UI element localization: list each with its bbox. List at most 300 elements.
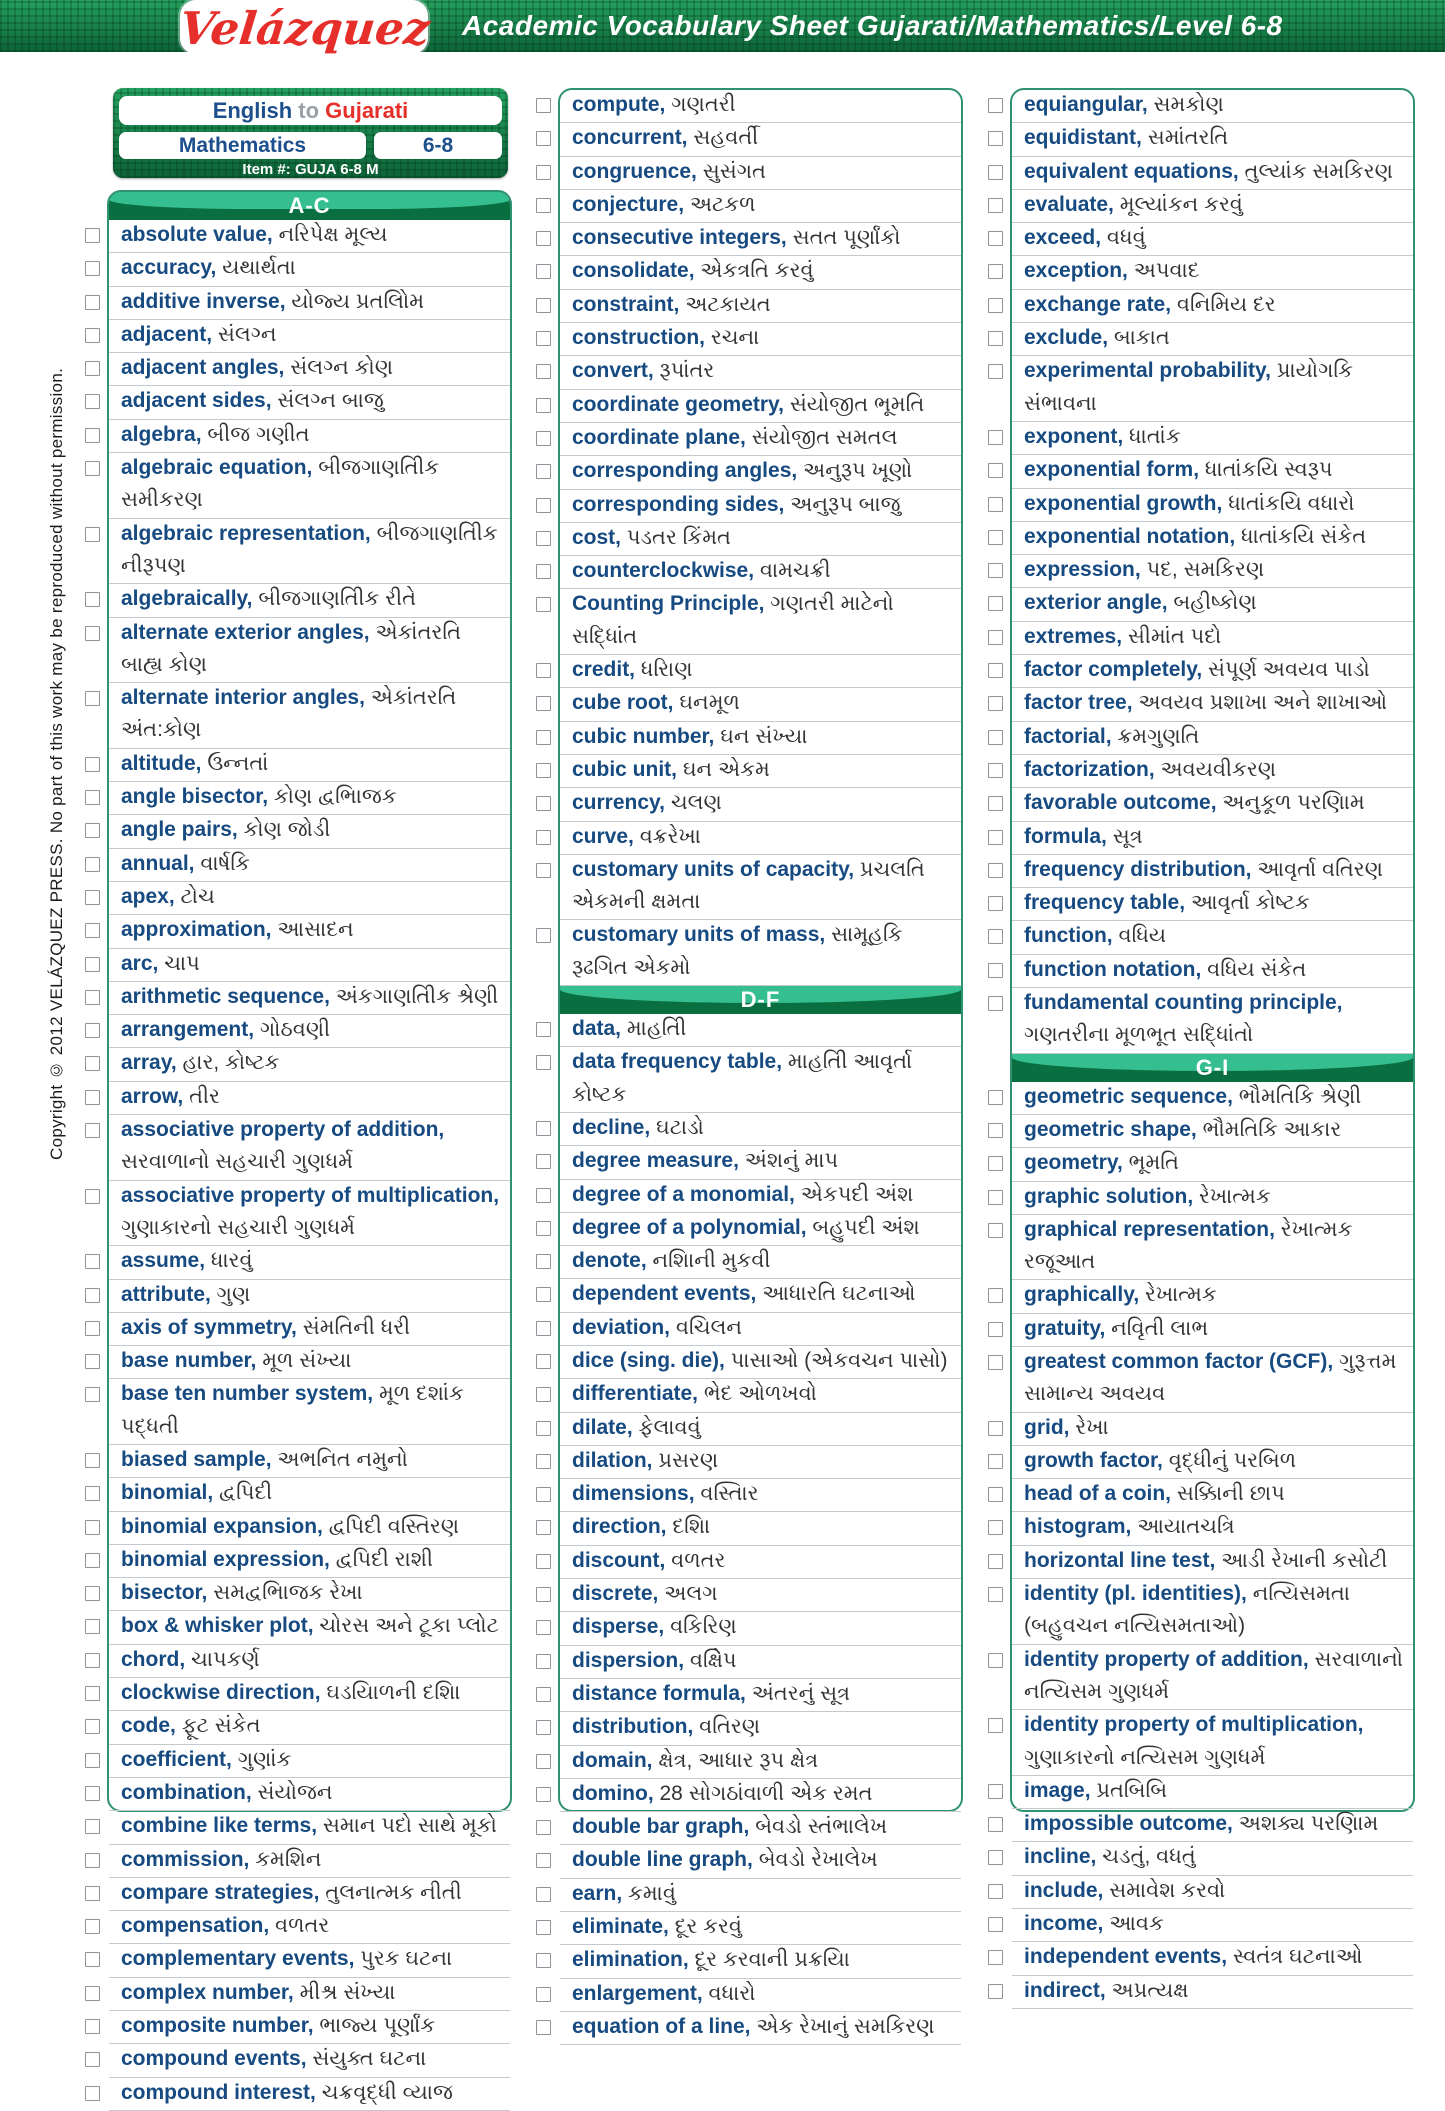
vocab-entry	[1012, 921, 1413, 954]
entry-checkbox[interactable]	[85, 2086, 100, 2101]
entry-checkbox[interactable]	[85, 1653, 100, 1668]
entry-checkbox[interactable]	[536, 1022, 551, 1037]
entry-translation: યોજ્ય પ્રતલિોમ	[291, 289, 425, 313]
entry-checkbox[interactable]	[988, 830, 1003, 845]
entry-checkbox[interactable]	[536, 1953, 551, 1968]
vocab-entry	[560, 1180, 961, 1213]
subject-label: Mathematics	[119, 132, 366, 159]
entry-checkbox[interactable]	[85, 1986, 100, 2001]
entry-checkbox[interactable]	[85, 1520, 100, 1535]
entry-checkbox[interactable]	[988, 1123, 1003, 1138]
entry-checkbox[interactable]	[988, 1520, 1003, 1535]
entry-translation: પડતર કિંમત	[626, 525, 731, 549]
entry-term: direction,	[572, 1515, 673, 1539]
entry-checkbox[interactable]	[536, 364, 551, 379]
entry-checkbox[interactable]	[988, 298, 1003, 313]
entry-checkbox[interactable]	[85, 228, 100, 243]
entry-checkbox[interactable]	[988, 1421, 1003, 1436]
vocab-entry	[1012, 1148, 1413, 1181]
entry-term: associative property of addition,	[121, 1118, 445, 1142]
vocab-entry	[109, 353, 510, 386]
entry-checkbox[interactable]	[536, 1554, 551, 1569]
entry-checkbox[interactable]	[536, 1687, 551, 1702]
entry-checkbox[interactable]	[85, 1952, 100, 1967]
entry-checkbox[interactable]	[536, 1287, 551, 1302]
entry-checkbox[interactable]	[85, 328, 100, 343]
entry-term: disperse,	[572, 1615, 671, 1639]
entry-term: identity (pl. identities),	[1024, 1582, 1253, 1606]
entry-checkbox[interactable]	[85, 890, 100, 905]
entry-translation: વળતર	[671, 1548, 726, 1572]
entry-translation: અંકગાણતિીક શ્રેણી	[335, 984, 499, 1008]
entry-translation: ગોઠવણી	[259, 1018, 331, 1042]
entry-checkbox[interactable]	[536, 730, 551, 745]
entry-checkbox[interactable]	[988, 1090, 1003, 1105]
entry-checkbox[interactable]	[536, 1920, 551, 1935]
vocab-entry	[109, 882, 510, 915]
entry-checkbox[interactable]	[536, 1154, 551, 1169]
entry-checkbox[interactable]	[85, 1486, 100, 1501]
entry-term: exclude,	[1024, 326, 1114, 350]
entry-term: accuracy,	[121, 256, 223, 280]
entry-checkbox[interactable]	[988, 98, 1003, 113]
entry-translation: સંલગ્ન કોણ	[290, 356, 394, 380]
entry-checkbox[interactable]	[988, 663, 1003, 678]
vocab-entry	[1012, 422, 1413, 455]
entry-checkbox[interactable]	[85, 1288, 100, 1303]
entry-checkbox[interactable]	[85, 857, 100, 872]
entry-term: frequency distribution,	[1024, 857, 1258, 881]
entry-checkbox[interactable]	[536, 1421, 551, 1436]
vocab-entry	[560, 1579, 961, 1612]
language-to: Gujarati	[325, 98, 409, 123]
entry-checkbox[interactable]	[988, 1984, 1003, 1999]
entry-term: function,	[1024, 924, 1119, 948]
entry-checkbox[interactable]	[536, 796, 551, 811]
entry-checkbox[interactable]	[85, 1586, 100, 1601]
entry-translation: મીશ્ર સંખ્યા	[299, 1980, 396, 2004]
entry-checkbox[interactable]	[988, 264, 1003, 279]
entry-checkbox[interactable]	[85, 1719, 100, 1734]
entry-checkbox[interactable]	[536, 298, 551, 313]
vocab-entry	[1012, 1082, 1413, 1115]
entry-term: absolute value,	[121, 223, 279, 246]
entry-checkbox[interactable]	[536, 1487, 551, 1502]
vocab-entry	[560, 1746, 961, 1779]
entry-translation: ચડતું, વધતું	[1102, 1845, 1196, 1869]
entry-term: adjacent sides,	[121, 389, 278, 413]
vocab-entry	[560, 1213, 961, 1246]
entry-term: concurrent,	[572, 126, 694, 150]
entry-checkbox[interactable]	[85, 394, 100, 409]
entry-translation: દ્વપિદી રાશી	[335, 1547, 433, 1571]
entry-checkbox[interactable]	[988, 331, 1003, 346]
vocab-entry	[560, 755, 961, 788]
entry-translation: અટકળ	[689, 192, 756, 216]
entry-checkbox[interactable]	[988, 963, 1003, 978]
vocab-entry	[560, 456, 961, 489]
entry-checkbox[interactable]	[536, 597, 551, 612]
entry-translation: સતત પૂર્ણાંકો	[792, 226, 901, 250]
item-number-label: Item #:	[242, 161, 291, 178]
entry-term: incline,	[1024, 1845, 1103, 1869]
entry-term: Counting Principle,	[572, 592, 771, 616]
entry-translation: સમદ્વભિાજક રેખા	[213, 1581, 363, 1605]
entry-checkbox[interactable]	[988, 1718, 1003, 1733]
entry-checkbox[interactable]	[988, 165, 1003, 180]
entry-checkbox[interactable]	[536, 264, 551, 279]
entry-translation: પ્રચલતિ એકમની ક્ષમતા	[572, 857, 925, 914]
entry-term: associative property of multiplication,	[121, 1183, 500, 1207]
entry-translation: વાર્ષકિ	[200, 851, 250, 875]
vocab-entry	[560, 390, 961, 423]
entry-checkbox[interactable]	[536, 1387, 551, 1402]
entry-checkbox[interactable]	[988, 563, 1003, 578]
entry-translation: એકાંતરતિ બાહ્ય કોણ	[121, 620, 462, 676]
entry-translation: અટકાયત	[685, 292, 771, 316]
entry-checkbox[interactable]	[536, 165, 551, 180]
entry-checkbox[interactable]	[85, 1786, 100, 1801]
entry-checkbox[interactable]	[536, 1887, 551, 1902]
entry-term: elimination,	[572, 1948, 695, 1972]
entry-checkbox[interactable]	[85, 1819, 100, 1834]
vocab-entry	[109, 1015, 510, 1048]
entry-term: equidistant,	[1024, 126, 1148, 150]
entry-checkbox[interactable]	[85, 361, 100, 376]
entry-checkbox[interactable]	[85, 1753, 100, 1768]
entry-checkbox[interactable]	[988, 996, 1003, 1011]
entry-checkbox[interactable]	[536, 1254, 551, 1269]
entry-checkbox[interactable]	[85, 1023, 100, 1038]
entry-checkbox[interactable]	[536, 1620, 551, 1635]
entry-checkbox[interactable]	[536, 2020, 551, 2035]
entry-checkbox[interactable]	[85, 923, 100, 938]
entry-checkbox[interactable]	[85, 990, 100, 1005]
entry-term: factor completely,	[1024, 658, 1208, 682]
entry-checkbox[interactable]	[988, 1587, 1003, 1602]
vocab-entry	[1012, 223, 1413, 256]
entry-term: equivalent equations,	[1024, 159, 1245, 183]
entry-term: identity property of addition,	[1024, 1647, 1315, 1671]
entry-term: exponential form,	[1024, 458, 1205, 482]
entry-checkbox[interactable]	[85, 1619, 100, 1634]
entry-checkbox[interactable]	[536, 830, 551, 845]
entry-checkbox[interactable]	[85, 2019, 100, 2034]
entry-checkbox[interactable]	[988, 1223, 1003, 1238]
entry-checkbox[interactable]	[536, 1188, 551, 1203]
entry-checkbox[interactable]	[536, 928, 551, 943]
entry-checkbox[interactable]	[988, 364, 1003, 379]
entry-checkbox[interactable]	[988, 730, 1003, 745]
entry-translation: પુરક ઘટના	[360, 1947, 453, 1971]
entry-checkbox[interactable]	[988, 696, 1003, 711]
entry-translation: બીજગાણતિીક રીતે	[258, 587, 417, 611]
entry-checkbox[interactable]	[85, 1886, 100, 1901]
entry-translation: બેવડો સ્તંભાલેખ	[755, 1815, 888, 1839]
entry-translation: ક્ષેત્ર, આધાર રૂપ ક્ષેત્ર	[658, 1748, 819, 1772]
entry-checkbox[interactable]	[536, 1354, 551, 1369]
vocab-entry	[1012, 290, 1413, 323]
entry-term: exponential notation,	[1024, 524, 1242, 548]
entry-checkbox[interactable]	[85, 1254, 100, 1269]
entry-checkbox[interactable]	[536, 1820, 551, 1835]
entry-checkbox[interactable]	[536, 564, 551, 579]
vocab-entry	[560, 722, 961, 755]
vocab-entry	[109, 683, 510, 749]
entry-checkbox[interactable]	[988, 430, 1003, 445]
entry-checkbox[interactable]	[85, 1189, 100, 1204]
entry-term: image,	[1024, 1778, 1097, 1802]
entry-checkbox[interactable]	[536, 331, 551, 346]
vocab-column-3	[1010, 88, 1415, 2002]
section-header-D-F	[560, 986, 961, 1014]
entry-translation: તુલનાત્મક નીતી	[325, 1880, 462, 1904]
vocab-entry	[109, 1082, 510, 1115]
entry-translation: વતિરણ	[699, 1715, 761, 1739]
vocab-entry	[560, 855, 961, 921]
entry-checkbox[interactable]	[85, 1321, 100, 1336]
entry-checkbox[interactable]	[988, 131, 1003, 146]
vocab-entry	[109, 2044, 510, 2077]
entry-checkbox[interactable]	[536, 763, 551, 778]
vocab-entry	[1012, 1314, 1413, 1347]
entry-checkbox[interactable]	[988, 1156, 1003, 1171]
vocab-entry	[560, 290, 961, 323]
entry-translation: સંયોજીત ભૂમતિ	[789, 392, 925, 416]
entry-translation: તીર	[189, 1084, 220, 1108]
entry-checkbox[interactable]	[85, 691, 100, 706]
vocab-entry	[1012, 1446, 1413, 1479]
entry-translation: ધાતાંકયિ વધારો	[1228, 491, 1355, 515]
entry-term: curve,	[572, 824, 640, 848]
vocab-entry	[1012, 1842, 1413, 1875]
entry-checkbox[interactable]	[536, 498, 551, 513]
entry-checkbox[interactable]	[536, 131, 551, 146]
entry-checkbox[interactable]	[536, 98, 551, 113]
vocab-entry	[560, 1712, 961, 1745]
entry-checkbox[interactable]	[988, 1322, 1003, 1337]
entry-translation: ગણતરીના મૂળભૂત સદ્ધિાંતો	[1024, 1023, 1254, 1047]
entry-checkbox[interactable]	[988, 1454, 1003, 1469]
vocab-entry	[109, 915, 510, 948]
entry-translation: ભૌમતિકિ આકાર	[1202, 1117, 1342, 1141]
entry-term: deviation,	[572, 1315, 676, 1339]
entry-checkbox[interactable]	[536, 1454, 551, 1469]
vocab-entry	[560, 1246, 961, 1279]
entry-checkbox[interactable]	[536, 863, 551, 878]
entry-checkbox[interactable]	[988, 1653, 1003, 1668]
entry-checkbox[interactable]	[85, 1056, 100, 1071]
entry-checkbox[interactable]	[85, 1090, 100, 1105]
entry-checkbox[interactable]	[536, 1321, 551, 1336]
entry-checkbox[interactable]	[85, 823, 100, 838]
entry-checkbox[interactable]	[536, 1654, 551, 1669]
entry-checkbox[interactable]	[536, 198, 551, 213]
entry-translation: સંયોજન	[257, 1780, 333, 1804]
entry-checkbox[interactable]	[988, 763, 1003, 778]
entry-checkbox[interactable]	[988, 630, 1003, 645]
entry-translation: માહતિી આવૃર્તા કોષ્ટક	[572, 1050, 913, 1106]
entry-checkbox[interactable]	[988, 231, 1003, 246]
entry-term: constraint,	[572, 292, 686, 316]
entry-checkbox[interactable]	[988, 1355, 1003, 1370]
entry-term: compound events,	[121, 2047, 313, 2071]
vocab-entry	[109, 1711, 510, 1744]
entry-checkbox[interactable]	[988, 896, 1003, 911]
entry-checkbox[interactable]	[85, 527, 100, 542]
entry-checkbox[interactable]	[988, 1884, 1003, 1899]
entry-translation: પ્રાયોગકિ સંભાવના	[1024, 359, 1353, 415]
copyright-notice: Copyright © 2012 VELÁZQUEZ PRESS. No part of this work may be reproduced without permission.	[47, 367, 66, 1160]
entry-checkbox[interactable]	[988, 463, 1003, 478]
entry-checkbox[interactable]	[988, 1784, 1003, 1799]
entry-translation: વકિરિણ	[670, 1615, 737, 1639]
entry-checkbox[interactable]	[85, 295, 100, 310]
entry-checkbox[interactable]	[536, 1587, 551, 1602]
entry-term: approximation,	[121, 918, 278, 942]
vocab-entry	[1012, 888, 1413, 921]
entry-checkbox[interactable]	[536, 1720, 551, 1735]
entry-checkbox[interactable]	[85, 1919, 100, 1934]
entry-checkbox[interactable]	[85, 1354, 100, 1369]
entry-term: gratuity,	[1024, 1316, 1112, 1340]
entry-term: favorable outcome,	[1024, 791, 1223, 815]
entry-checkbox[interactable]	[85, 1853, 100, 1868]
entry-translation: ચોરસ અને ટૂકા પ્લોટ	[319, 1614, 499, 1638]
entry-translation: બહુપદી અંશ	[812, 1215, 920, 1239]
entry-checkbox[interactable]	[988, 1850, 1003, 1865]
vocab-entry	[1012, 1776, 1413, 1809]
entry-checkbox[interactable]	[85, 790, 100, 805]
entry-checkbox[interactable]	[988, 929, 1003, 944]
entry-checkbox[interactable]	[536, 464, 551, 479]
entry-translation: હાર, કોષ્ટક	[182, 1051, 280, 1075]
entry-checkbox[interactable]	[536, 431, 551, 446]
vocab-entry	[560, 1113, 961, 1146]
entry-checkbox[interactable]	[988, 198, 1003, 213]
vocab-entry	[560, 1845, 961, 1878]
entry-checkbox[interactable]	[536, 398, 551, 413]
entry-checkbox[interactable]	[85, 428, 100, 443]
entry-checkbox[interactable]	[536, 1787, 551, 1802]
entry-checkbox[interactable]	[536, 1853, 551, 1868]
entry-translation: ચક્રવૃદ્ધી વ્યાજ	[321, 2080, 453, 2104]
vocab-entry	[1012, 123, 1413, 156]
entry-checkbox[interactable]	[85, 1387, 100, 1402]
entry-checkbox[interactable]	[536, 531, 551, 546]
entry-checkbox[interactable]	[85, 757, 100, 772]
section-header-label: D-F	[740, 987, 781, 1013]
entry-term: exchange rate,	[1024, 292, 1177, 316]
vocab-entry	[109, 253, 510, 286]
entry-checkbox[interactable]	[988, 1487, 1003, 1502]
vocab-entry	[109, 453, 510, 519]
entry-checkbox[interactable]	[85, 592, 100, 607]
entry-term: frequency table,	[1024, 891, 1191, 915]
entry-translation: ઘડયિાળની દશિા	[326, 1681, 461, 1705]
entry-checkbox[interactable]	[85, 261, 100, 276]
entry-translation: બીજ ગણીત	[207, 422, 310, 446]
entry-checkbox[interactable]	[988, 530, 1003, 545]
entry-checkbox[interactable]	[85, 957, 100, 972]
entry-checkbox[interactable]	[536, 1754, 551, 1769]
entry-checkbox[interactable]	[536, 1121, 551, 1136]
entry-checkbox[interactable]	[988, 1554, 1003, 1569]
vocab-entry	[1012, 256, 1413, 289]
vocab-entry	[1012, 988, 1413, 1054]
entry-translation: સ્વતંત્ર ઘટનાઓ	[1232, 1945, 1363, 1969]
entry-checkbox[interactable]	[85, 461, 100, 476]
entry-translation: 28 સોગઠાંવાળી એક રમત	[659, 1781, 873, 1805]
entry-checkbox[interactable]	[85, 1123, 100, 1138]
vocab-entry	[560, 1679, 961, 1712]
entry-translation: યથાર્થતા	[222, 256, 296, 280]
entry-checkbox[interactable]	[85, 1553, 100, 1568]
vocab-entry	[560, 1413, 961, 1446]
entry-term: base ten number system,	[121, 1382, 379, 1406]
entry-translation: ઉન્નતાં	[207, 751, 269, 775]
entry-translation: પદ, સમકિરણ	[1146, 558, 1265, 582]
entry-translation: કમશિન	[255, 1847, 322, 1871]
entry-checkbox[interactable]	[85, 1453, 100, 1468]
entry-checkbox[interactable]	[536, 696, 551, 711]
entry-checkbox[interactable]	[988, 1917, 1003, 1932]
vocab-entry	[109, 749, 510, 782]
entry-checkbox[interactable]	[85, 1686, 100, 1701]
entry-term: earn,	[572, 1881, 629, 1905]
entry-checkbox[interactable]	[536, 231, 551, 246]
entry-translation: ચાપ	[164, 951, 200, 975]
entry-term: grid,	[1024, 1415, 1076, 1439]
entry-translation: ઘન એકમ	[682, 757, 770, 781]
vocab-entry	[1012, 1809, 1413, 1842]
entry-translation: ક્રમગુણતિ	[1117, 724, 1200, 748]
entry-translation: બેવડો રેખાલેખ	[758, 1848, 878, 1872]
entry-checkbox[interactable]	[85, 626, 100, 641]
vocab-entry	[1012, 323, 1413, 356]
entry-term: array,	[121, 1051, 183, 1075]
entry-translation: મૂલ્યાંકન કરવું	[1119, 192, 1243, 216]
entry-checkbox[interactable]	[988, 796, 1003, 811]
entry-checkbox[interactable]	[536, 1520, 551, 1535]
entry-translation: વામચક્રી	[759, 559, 831, 583]
entry-term: enlargement,	[572, 1981, 709, 2005]
entry-term: exterior angle,	[1024, 591, 1174, 615]
entry-checkbox[interactable]	[988, 497, 1003, 512]
entry-term: congruence,	[572, 159, 703, 183]
vocab-entry	[560, 788, 961, 821]
entry-checkbox[interactable]	[988, 1817, 1003, 1832]
vocab-entry	[1012, 190, 1413, 223]
entry-checkbox[interactable]	[988, 1288, 1003, 1303]
entry-translation: એકાંતરતિ અંત:કોણ	[121, 686, 457, 742]
entry-translation: દૂર કરવાની પ્રક્રયિા	[694, 1948, 850, 1972]
entry-checkbox[interactable]	[536, 1055, 551, 1070]
entry-checkbox[interactable]	[536, 663, 551, 678]
entry-term: factorial,	[1024, 724, 1118, 748]
entry-checkbox[interactable]	[988, 1190, 1003, 1205]
entry-checkbox[interactable]	[988, 863, 1003, 878]
entry-checkbox[interactable]	[85, 2052, 100, 2067]
entry-term: annual,	[121, 851, 201, 875]
entry-translation: નરિપેક્ષ મૂલ્ય	[278, 223, 388, 246]
entry-checkbox[interactable]	[536, 1987, 551, 2002]
entry-checkbox[interactable]	[536, 1221, 551, 1236]
entry-term: combine like terms,	[121, 1814, 323, 1838]
entry-checkbox[interactable]	[988, 596, 1003, 611]
entry-term: credit,	[572, 658, 641, 682]
entry-checkbox[interactable]	[988, 1950, 1003, 1965]
